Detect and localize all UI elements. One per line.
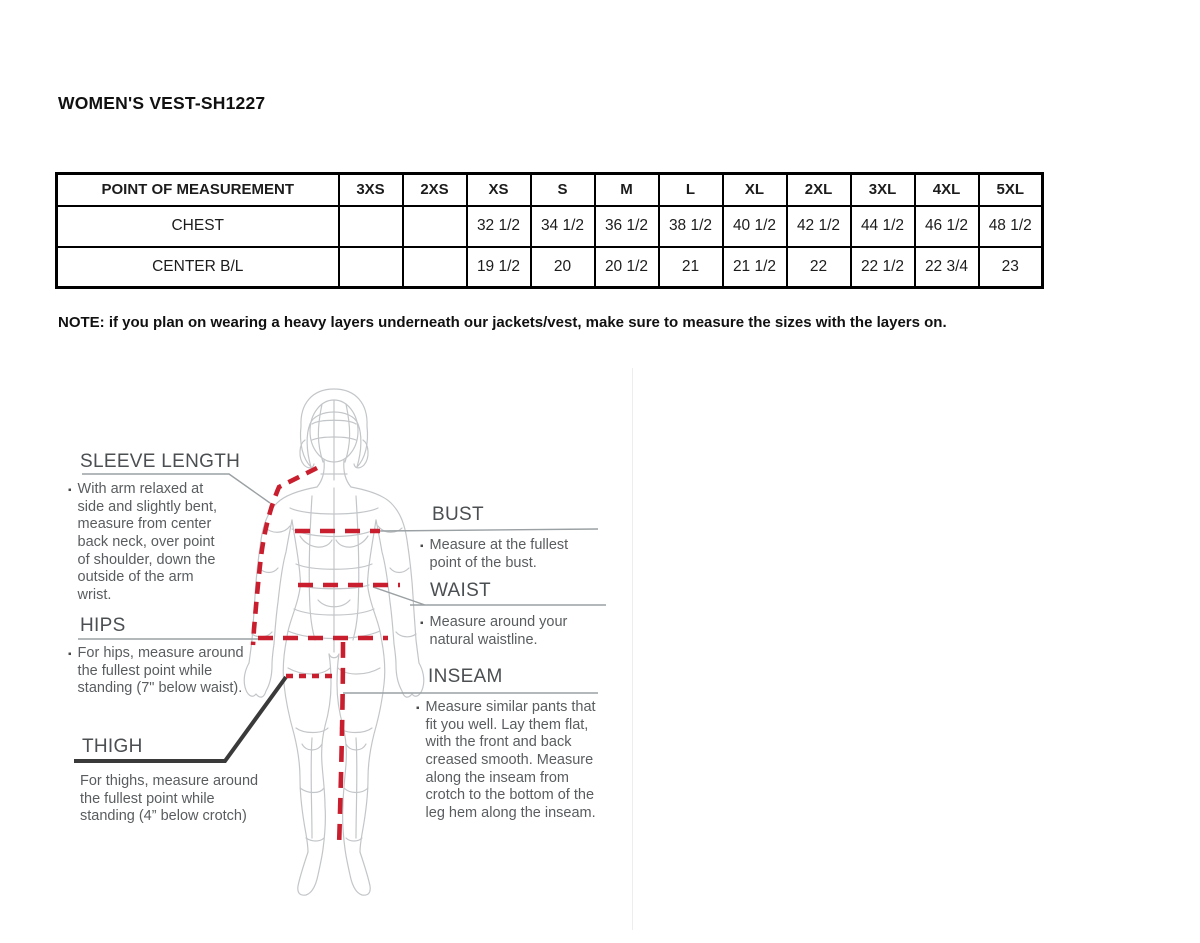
centerbl-xs: 19 1/2 (467, 247, 531, 288)
inseam-description-text: Measure similar pants that fit you well. Lay them flat, with the front and back creased smooth. Measure along the inseam from crotch to the bottom of the leg hem along the inseam. (425, 699, 596, 822)
hips-description-text: For hips, measure around the fullest point while standing (7" below waist). (77, 645, 244, 697)
sleeve-length-description (68, 481, 230, 605)
thigh-description (80, 773, 272, 826)
page-title: WOMEN'S VEST-SH1227 (58, 93, 266, 113)
row-label-chest: CHEST (57, 206, 339, 247)
column-header-2xl: 2XL (787, 174, 851, 206)
waist-description-text: Measure around your natural waistline. (429, 614, 568, 648)
bullet-icon: ▪ (420, 618, 424, 629)
bullet-icon: ▪ (416, 703, 420, 714)
bullet-icon: ▪ (420, 541, 424, 552)
column-header-m: M (595, 174, 659, 206)
chest-3xs (339, 206, 403, 247)
hips-description (68, 645, 244, 698)
chest-5xl: 48 1/2 (979, 206, 1043, 247)
chest-4xl: 46 1/2 (915, 206, 979, 247)
centerbl-5xl: 23 (979, 247, 1043, 288)
thigh-description-text: For thighs, measure around the fullest point while standing (4” below crotch) (80, 773, 259, 825)
centerbl-3xl: 22 1/2 (851, 247, 915, 288)
chest-l: 38 1/2 (659, 206, 723, 247)
chest-xs: 32 1/2 (467, 206, 531, 247)
row-label-center-bl: CENTER B/L (57, 247, 339, 288)
bullet-icon: ▪ (68, 485, 72, 496)
label-hips: HIPS (80, 615, 126, 636)
table-row-center-bl (57, 247, 1043, 288)
column-header-2xs: 2XS (403, 174, 467, 206)
table-row-chest (57, 206, 1043, 247)
chest-m: 36 1/2 (595, 206, 659, 247)
column-header-4xl: 4XL (915, 174, 979, 206)
label-waist: WAIST (430, 580, 491, 601)
waist-description (420, 614, 582, 649)
chest-3xl: 44 1/2 (851, 206, 915, 247)
bust-leader-line (380, 529, 598, 531)
chest-xl: 40 1/2 (723, 206, 787, 247)
measurement-diagram (58, 368, 633, 930)
centerbl-l: 21 (659, 247, 723, 288)
bust-description (420, 537, 582, 572)
label-sleeve-length: SLEEVE LENGTH (80, 451, 241, 472)
centerbl-3xs (339, 247, 403, 288)
column-header-5xl: 5XL (979, 174, 1043, 206)
size-chart-table (55, 172, 1044, 289)
column-header-3xs: 3XS (339, 174, 403, 206)
chest-2xs (403, 206, 467, 247)
column-header-xs: XS (467, 174, 531, 206)
label-thigh: THIGH (82, 736, 143, 757)
measurement-lines (253, 468, 400, 848)
note-text: NOTE: if you plan on wearing a heavy layers underneath our jackets/vest, make sure to measure the sizes with the layers on. (58, 314, 947, 331)
column-header-point-of-measurement: POINT OF MEASUREMENT (57, 174, 339, 206)
sleeve-length-description-text: With arm relaxed at side and slightly bent, measure from center back neck, over point of shoulder, down the outside of the arm wrist. (77, 481, 217, 604)
centerbl-4xl: 22 3/4 (915, 247, 979, 288)
label-bust: BUST (432, 504, 484, 525)
table-header-row (57, 174, 1043, 206)
column-header-xl: XL (723, 174, 787, 206)
column-header-s: S (531, 174, 595, 206)
column-header-3xl: 3XL (851, 174, 915, 206)
centerbl-2xs (403, 247, 467, 288)
centerbl-m: 20 1/2 (595, 247, 659, 288)
bullet-icon: ▪ (68, 649, 72, 660)
inseam-description (416, 699, 602, 823)
chest-2xl: 42 1/2 (787, 206, 851, 247)
centerbl-s: 20 (531, 247, 595, 288)
centerbl-xl: 21 1/2 (723, 247, 787, 288)
bust-description-text: Measure at the fullest point of the bust. (429, 537, 569, 571)
column-header-l: L (659, 174, 723, 206)
label-inseam: INSEAM (428, 666, 503, 687)
centerbl-2xl: 22 (787, 247, 851, 288)
chest-s: 34 1/2 (531, 206, 595, 247)
